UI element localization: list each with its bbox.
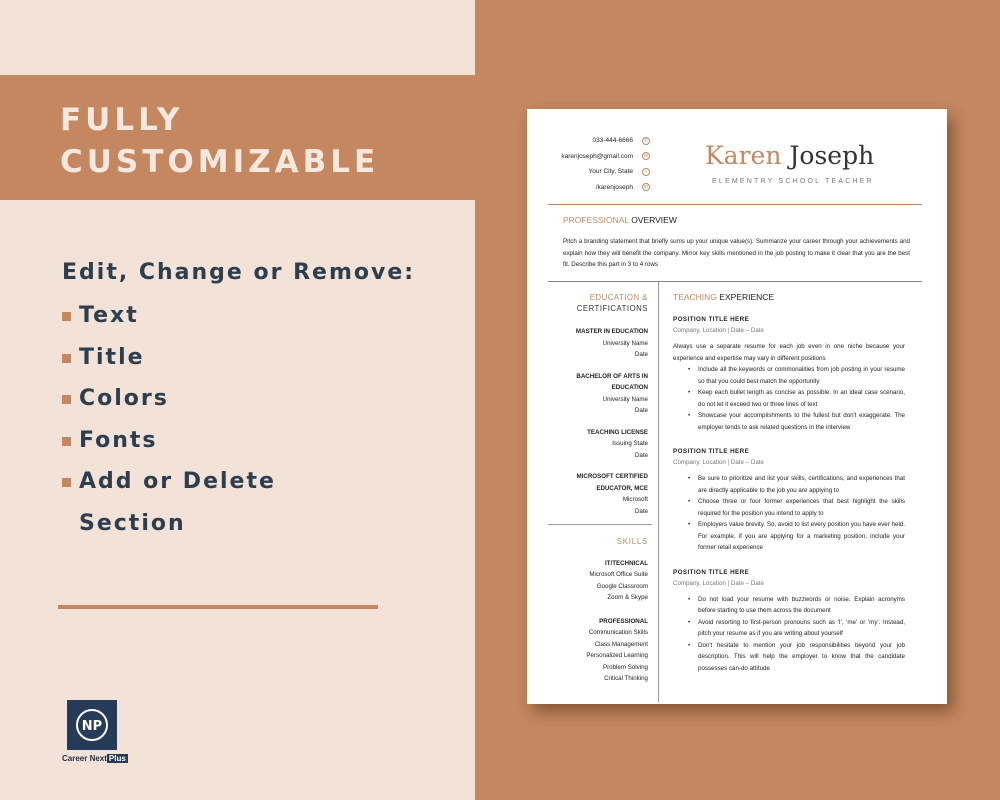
position-bullet: • Avoid resorting to first-person pronouns such as 'I', 'me' or 'my'. Instead, pitch your resume as if you are writing about yourself <box>688 617 905 640</box>
position-company: Company, Location | Date – Date <box>673 459 764 466</box>
logo-mark-icon <box>67 700 117 750</box>
headline-line-1: FULLY <box>60 102 184 138</box>
position-title: POSITION TITLE HERE <box>673 316 750 323</box>
email-icon: ✉ <box>643 153 649 160</box>
position-bullet: • Be sure to prioritize and list your skills, certifications, and experiences that are directly applicable to the job you are applying to <box>688 473 905 496</box>
contact-location: Your City, State • <box>561 164 650 180</box>
education-entry: MICROSOFT CERTIFIED EDUCATOR, MCE Microsoft Date <box>576 473 648 515</box>
feature-label: Title <box>79 344 145 370</box>
skills-heading: SKILLS <box>616 537 648 546</box>
location-icon: • <box>642 168 650 176</box>
education-heading-line-2: CERTIFICATIONS <box>576 304 648 313</box>
position-bullet: • Showcase your accomplishments to the fullest but don't exaggerate. The employer tends to ask related questions in the interview <box>688 410 905 433</box>
feature-item <box>62 295 415 337</box>
headline-band <box>0 75 475 200</box>
divider <box>548 524 652 525</box>
phone-icon: ✆ <box>643 137 649 144</box>
position-entry <box>673 568 905 675</box>
candidate-job-title: ELEMENTRY SCHOOL TEACHER <box>712 178 874 185</box>
feature-item <box>62 461 415 503</box>
education-entry: MASTER IN EDUCATION University Name Date <box>575 328 648 358</box>
contact-email: karenjoseph@gmail.com ✉ <box>561 152 649 160</box>
education-section <box>548 292 648 517</box>
promo-panel <box>0 0 475 800</box>
feature-label: Text <box>79 303 139 328</box>
position-description: Always use a separate resume for each job even in one niche because your experience and expertise may vary in different positions <box>673 343 905 362</box>
position-bullet: • Do not load your resume with buzzwords or noise. Explain acronyms before starting to use them across the document <box>688 594 905 617</box>
linkedin-icon: in <box>642 183 650 191</box>
contact-profile: /karenjoseph in <box>561 180 650 196</box>
logo-text: Career Next Plus <box>62 754 126 763</box>
skills-group: IT/TECHNICAL Microsoft Office Suite Google Classroom Zoom & Skype <box>589 559 648 601</box>
position-bullet: • Don't hesitate to mention your job responsibilities beyond your job description. This will help the employer to know that the candidate possesses can-do attitude <box>688 640 905 675</box>
skills-section <box>548 536 648 697</box>
bullet-square-icon <box>62 354 71 363</box>
candidate-name: Karen Joseph <box>705 141 875 170</box>
position-bullet: • Keep each bullet length as concise as possible. In an ideal case scenario, do not let it exceed two or three lines of text <box>688 387 905 410</box>
position-company: Company, Location | Date – Date <box>673 327 764 334</box>
feature-label: Fonts <box>79 427 158 453</box>
feature-label: Add or Delete <box>79 469 276 494</box>
experience-section <box>673 292 905 688</box>
skills-group: PROFESSIONAL Communication Skills Class Management Personalized Learning Problem Solving Critical Thinking <box>586 617 648 682</box>
bullet-square-icon <box>62 312 71 321</box>
brand-logo <box>62 700 128 763</box>
feature-item <box>62 420 415 462</box>
svg-text:NP: NP <box>81 719 103 734</box>
position-bullet: • Include all the keywords or commonalities from job posting in your resume so that you could best match the opportunity <box>688 364 905 387</box>
experience-heading: TEACHING EXPERIENCE <box>673 292 775 302</box>
bullet-square-icon <box>62 395 71 404</box>
position-bullet: • Choose three or four former experiences that best highlight the skills required for the position you intend to apply to <box>688 496 905 519</box>
education-entry: TEACHING LICENSE Issuing State Date <box>587 428 648 459</box>
headline <box>60 99 379 183</box>
feature-item <box>62 378 415 420</box>
feature-label: Colors <box>79 386 169 411</box>
bullet-square-icon <box>62 437 71 446</box>
headline-line-2: CUSTOMIZABLE <box>60 144 380 180</box>
position-entry <box>673 315 905 433</box>
contact-phone: 033-444-6666 ✆ <box>592 137 649 145</box>
bullet-square-icon <box>62 478 71 487</box>
position-title: POSITION TITLE HERE <box>673 448 750 455</box>
feature-item-continuation <box>62 503 415 545</box>
education-entry: BACHELOR OF ARTS IN EDUCATION University Name Date <box>576 372 648 414</box>
feature-label: Section <box>79 510 186 536</box>
position-title: POSITION TITLE HERE <box>673 568 750 576</box>
column-divider <box>658 281 659 702</box>
position-bullet: • Employers value brevity. So, avoid to list every position you have ever held. For example, if you are applying for a marketing position, include your former retail experience <box>688 519 905 554</box>
position-entry <box>673 447 905 554</box>
position-company: Company, Location | Date – Date <box>673 579 764 587</box>
resume-document <box>527 109 947 704</box>
education-heading: EDUCATION & <box>589 293 648 302</box>
divider <box>548 281 922 282</box>
divider <box>58 605 378 609</box>
feature-intro: Edit, Change or Remove: <box>62 260 416 285</box>
overview-text: Pitch a branding statement that briefly sums up your unique value(s). Summarize your career through your achievements and explain how they will benefit the company. Mirror key skills mentioned in the job posting to make it clear that you are the best fit. Describe this part in 3 to 4 rows <box>563 238 910 268</box>
overview-heading: PROFESSIONAL OVERVIEW <box>563 215 677 225</box>
feature-list <box>62 253 415 544</box>
divider <box>548 204 922 205</box>
feature-item <box>62 337 415 379</box>
contact-block <box>561 133 650 195</box>
